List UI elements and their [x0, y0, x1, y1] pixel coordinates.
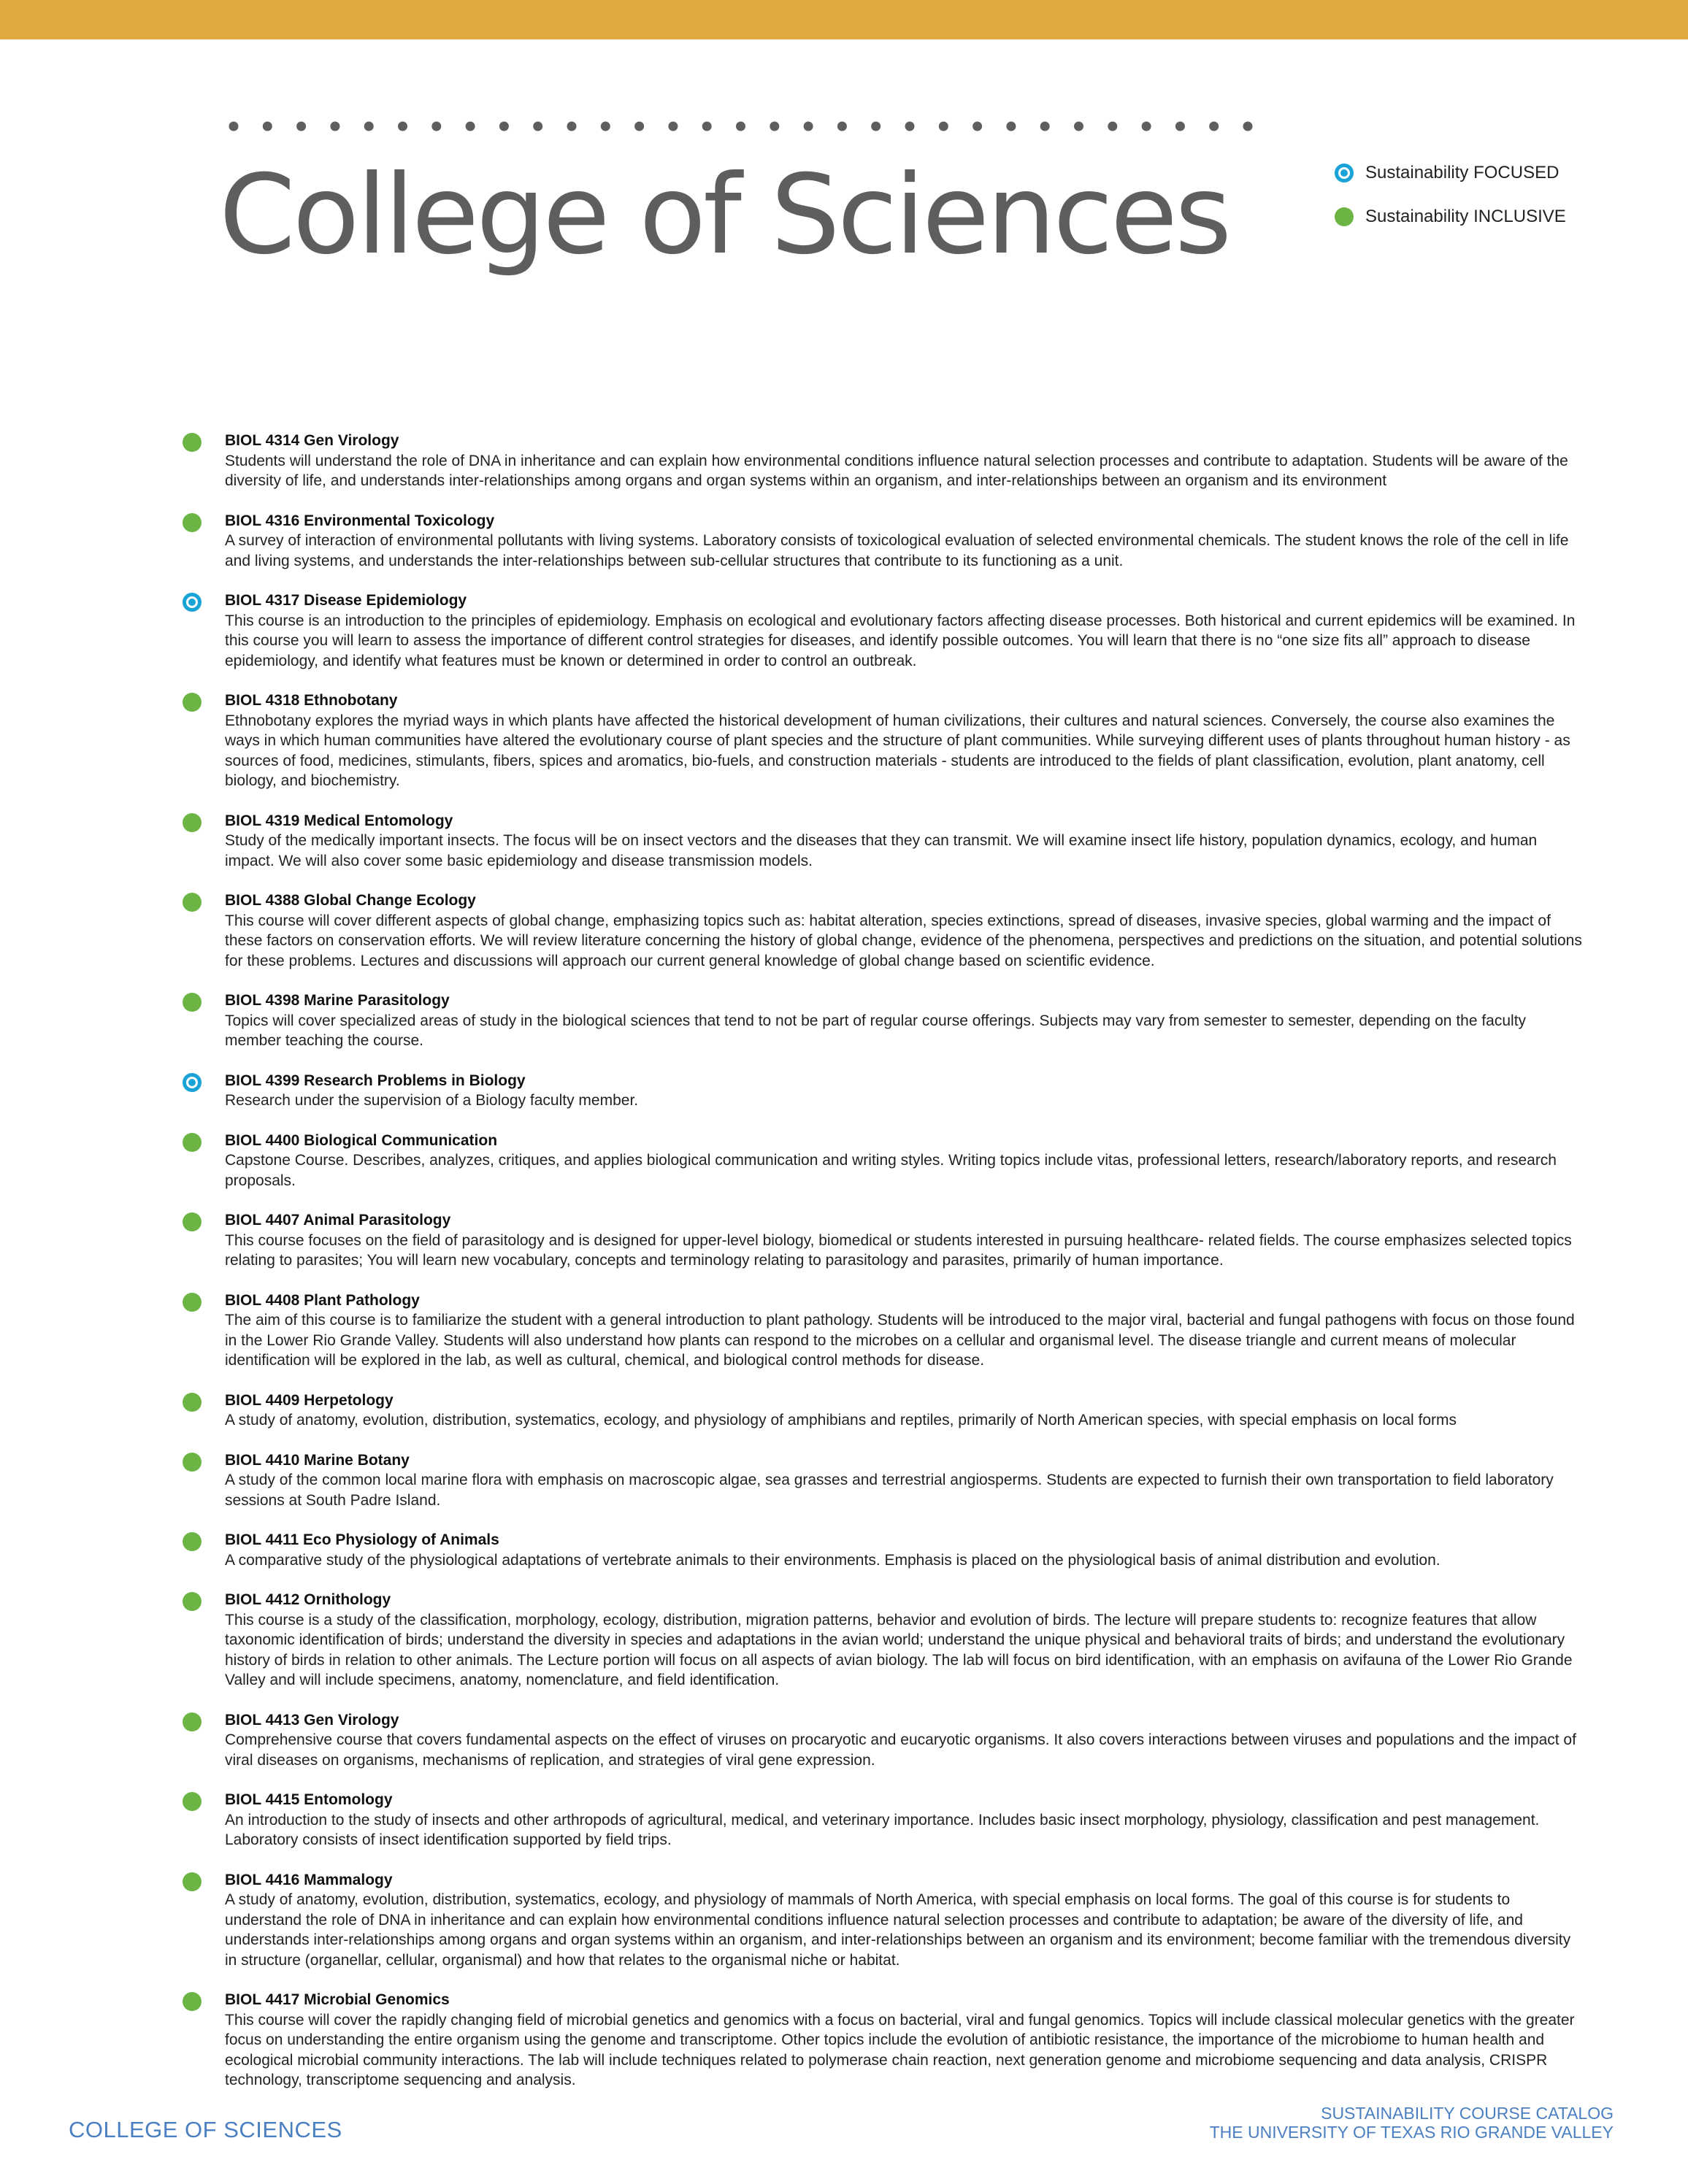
decorative-dot: [364, 122, 374, 131]
filled-dot-icon: [183, 1293, 202, 1312]
course-description: This course is a study of the classification, morphology, ecology, distribution, migration patterns, behavior and evolution of birds. The lecture will prepare students to: recognize features that allow taxonomic identification of birds; understand the diversity in species and adaptations in the avian world; understand the unique physical and behavioral traits of birds; and understand the evolutionary history of birds in relation to other animals. The Lecture portion will focus on all aspects of avian biology. The lab will focus on bird identification, with an emphasis on avifauna of the Lower Rio Grande Valley and will include specimens, anatomy, nomenclature, and field identification.: [225, 1611, 1573, 1688]
course-item: [183, 1790, 1584, 1850]
course-item: [183, 1530, 1584, 1570]
course-title: BIOL 4399 Research Problems in Biology: [225, 1072, 526, 1089]
course-item: [183, 1071, 1584, 1111]
decorative-dot: [398, 122, 407, 131]
footer-catalog-info: [1210, 2104, 1614, 2142]
decorative-dot: [296, 122, 306, 131]
course-description: This course is an introduction to the principles of epidemiology. Emphasis on ecological and evolutionary factors affecting disease processes. Both historical and current epidemics will be examined. In this course you will learn to assess the importance of different control strategies for diseases, and identify possible outcomes. You will learn that there is no “one size fits all” approach to disease epidemiology, and identify what features must be known or determined in order to control an outbreak.: [225, 612, 1576, 669]
course-item: [183, 1710, 1584, 1771]
course-description: A comparative study of the physiological adaptations of vertebrate animals to their environments. Emphasis is placed on the physiological basis of animal distribution and evolution.: [225, 1551, 1440, 1569]
course-title: BIOL 4415 Entomology: [225, 1791, 393, 1808]
filled-dot-icon: [1335, 207, 1354, 226]
course-description: Students will understand the role of DNA in inheritance and can explain how environmental conditions influence natural selection processes and contribute to adaptation. Students will be aware of the diversity of life, and understands inter-relationships among organs and organ systems within an organism, and inter-relationships between an organism and its environment: [225, 452, 1568, 489]
course-description: A study of the common local marine flora with emphasis on macroscopic algae, sea grasses and terrestrial angiosperms. Students are expected to furnish their own transportation to field laboratory sessions at South Padre Island.: [225, 1472, 1554, 1509]
course-item: [183, 1870, 1584, 1971]
filled-dot-icon: [183, 1133, 202, 1152]
course-description: This course will cover the rapidly changing field of microbial genetics and genomics with a focus on bacterial, viral and fungal genomics. Topics will include classical molecular genetics with the greater focus on understanding the entire organism using the genome and transcriptome. Other topics include the evolution of antibiotic resistance, the importance of the microbiome to human health and ecological microbial community interactions. The lab will include techniques related to polymerase chain reaction, next generation genome and microbiome sequencing and data analysis, CRISPR technology, transcriptome sequencing and analysis.: [225, 2011, 1575, 2088]
decorative-dot: [804, 122, 813, 131]
course-item: [183, 591, 1584, 671]
course-item: [183, 1450, 1584, 1511]
ring-dot-icon: [1335, 164, 1354, 182]
course-title: BIOL 4316 Environmental Toxicology: [225, 512, 495, 529]
legend: [1335, 162, 1566, 250]
course-item: [183, 1210, 1584, 1271]
course-title: BIOL 4408 Plant Pathology: [225, 1291, 420, 1309]
course-description: Study of the medically important insects. The focus will be on insect vectors and the diseases that they can transmit. We will examine insect life history, population dynamics, ecology, and human impact. We will also cover some basic epidemiology and disease transmission models.: [225, 832, 1538, 869]
decorative-dot: [702, 122, 712, 131]
course-item: [183, 891, 1584, 971]
decorative-dot: [499, 122, 509, 131]
course-title: BIOL 4407 Animal Parasitology: [225, 1212, 451, 1228]
footer-college-name: COLLEGE OF SCIENCES: [69, 2117, 342, 2142]
decorative-dot: [1074, 122, 1083, 131]
decorative-dot: [634, 122, 644, 131]
course-item: [183, 1391, 1584, 1431]
course-title: BIOL 4319 Medical Entomology: [225, 812, 453, 829]
course-title: BIOL 4413 Gen Virology: [225, 1711, 399, 1729]
course-title: BIOL 4412 Ornithology: [225, 1591, 391, 1608]
course-description: A study of anatomy, evolution, distribution, systematics, ecology, and physiology of mammals of North America, with special emphasis on local forms. The goal of this course is for students to understand the role of DNA in inheritance and can explain how environmental conditions influence natural selection processes and contribute to adaptation; be aware of the diversity of life, and understands inter-relationships among organs and organ systems within an organism, and inter-relationships between an organism and its environment; become familiar with the tremendous diversity in structure (organellar, cellular, organismal) and how that relates to the organismal niche or habitat.: [225, 1891, 1571, 1969]
legend-inclusive: [1335, 206, 1566, 228]
decorative-dot: [871, 122, 881, 131]
filled-dot-icon: [183, 693, 202, 712]
filled-dot-icon: [183, 1453, 202, 1472]
decorative-dot: [668, 122, 678, 131]
ring-dot-icon: [183, 593, 202, 612]
course-item: [183, 991, 1584, 1051]
filled-dot-icon: [183, 1212, 202, 1231]
course-title: BIOL 4317 Disease Epidemiology: [225, 592, 467, 609]
filled-dot-icon: [183, 993, 202, 1012]
filled-dot-icon: [183, 513, 202, 532]
decorative-dot: [533, 122, 542, 131]
course-description: A study of anatomy, evolution, distribution, systematics, ecology, and physiology of amphibians and reptiles, primarily of North American species, with special emphasis on local forms: [225, 1412, 1457, 1429]
decorative-dot: [939, 122, 948, 131]
course-description: This course will cover different aspects of global change, emphasizing topics such as: habitat alteration, species extinctions, spread of diseases, invasive species, global warming and the impact of these factors on conservation efforts. We will review literature concerning the history of global change, evidence of the phenomena, perspectives and predictions on the situation, and potential solutions for these problems. Lectures and discussions will approach our current general knowledge of global change based on scientific evidence.: [225, 912, 1582, 969]
course-description: An introduction to the study of insects and other arthropods of agricultural, medical, and veterinary importance. Includes basic insect morphology, physiology, classification and pest management. Laboratory consists of insect identification supported by field trips.: [225, 1811, 1540, 1848]
course-item: [183, 811, 1584, 872]
course-item: [183, 1990, 1584, 2091]
course-title: BIOL 4318 Ethnobotany: [225, 692, 398, 709]
course-item: [183, 431, 1584, 491]
filled-dot-icon: [183, 1792, 202, 1811]
decorative-dot-row: [226, 118, 1255, 134]
course-item: [183, 1131, 1584, 1191]
decorative-dot: [567, 122, 577, 131]
decorative-dot: [1108, 122, 1117, 131]
course-description: Comprehensive course that covers fundamental aspects on the effect of viruses on procaryotic and eucaryotic organisms. It also covers interactions between viruses and populations and the impact of viral diseases on organisms, mechanisms of replication, and strategies of viral gene expression.: [225, 1731, 1576, 1769]
course-list: [183, 431, 1584, 2110]
filled-dot-icon: [183, 813, 202, 832]
decorative-dot: [229, 122, 239, 131]
course-title: BIOL 4388 Global Change Ecology: [225, 892, 476, 909]
decorative-dot: [770, 122, 779, 131]
filled-dot-icon: [183, 1592, 202, 1611]
filled-dot-icon: [183, 433, 202, 452]
decorative-dot: [1142, 122, 1151, 131]
legend-inclusive-label: Sustainability INCLUSIVE: [1365, 207, 1566, 226]
top-accent-bar: [0, 0, 1688, 39]
course-item: [183, 1590, 1584, 1691]
course-item: [183, 1291, 1584, 1371]
filled-dot-icon: [183, 893, 202, 912]
decorative-dot: [1040, 122, 1050, 131]
decorative-dot: [1243, 122, 1253, 131]
course-title: BIOL 4411 Eco Physiology of Animals: [225, 1531, 499, 1548]
decorative-dot: [1209, 122, 1219, 131]
footer-university-name: THE UNIVERSITY OF TEXAS RIO GRANDE VALLEY: [1209, 2123, 1614, 2142]
filled-dot-icon: [183, 1532, 202, 1551]
course-description: This course focuses on the field of parasitology and is designed for upper-level biology, biomedical or students interested in pursuing healthcare- related fields. The course emphasizes selected topics relating to parasites; You will learn new vocabulary, concepts and terminology relating to parasitology and parasites, primarily of human importance.: [225, 1231, 1572, 1269]
course-title: BIOL 4409 Herpetology: [225, 1391, 394, 1409]
course-title: BIOL 4314 Gen Virology: [225, 432, 399, 449]
decorative-dot: [431, 122, 441, 131]
course-title: BIOL 4417 Microbial Genomics: [225, 1991, 450, 2008]
legend-focused-label: Sustainability FOCUSED: [1365, 163, 1560, 182]
course-title: BIOL 4410 Marine Botany: [225, 1451, 410, 1469]
legend-focused: [1335, 162, 1566, 184]
course-item: [183, 511, 1584, 572]
page-title: College of Sciences: [219, 152, 1229, 279]
course-description: Research under the supervision of a Biology faculty member.: [225, 1092, 639, 1109]
filled-dot-icon: [183, 1992, 202, 2011]
ring-dot-icon: [183, 1073, 202, 1092]
decorative-dot: [1006, 122, 1016, 131]
course-title: BIOL 4400 Biological Communication: [225, 1131, 498, 1149]
decorative-dot: [736, 122, 745, 131]
decorative-dot: [601, 122, 610, 131]
decorative-dot: [837, 122, 847, 131]
course-title: BIOL 4398 Marine Parasitology: [225, 992, 450, 1009]
decorative-dot: [330, 122, 339, 131]
footer-catalog-title: SUSTAINABILITY COURSE CATALOG: [1321, 2104, 1614, 2123]
course-description: A survey of interaction of environmental pollutants with living systems. Laboratory consists of toxicological evaluation of selected environmental chemicals. The student knows the role of the cell in life and living systems, and understands the inter-relationships between sub-cellular structures that contribute to its functioning as a unit.: [225, 532, 1569, 569]
decorative-dot: [263, 122, 272, 131]
course-description: The aim of this course is to familiarize the student with a general introduction to plant pathology. Students will be introduced to the major viral, bacterial and fungal pathogens with focus on those found in the Lower Rio Grande Valley. Students will also understand how plants can respond to the microbes on a cellular and organismal level. The disease triangle and current means of molecular identification will be explored in the lab, as well as cultural, chemical, and biological control methods for disease.: [225, 1312, 1575, 1369]
course-description: Topics will cover specialized areas of study in the biological sciences that tend to not be part of regular course offerings. Subjects may vary from semester to semester, depending on the faculty member teaching the course.: [225, 1012, 1527, 1049]
course-description: Capstone Course. Describes, analyzes, critiques, and applies biological communication and writing styles. Writing topics include vitas, professional letters, research/laboratory reports, and research proposals.: [225, 1152, 1557, 1189]
course-title: BIOL 4416 Mammalogy: [225, 1871, 393, 1888]
filled-dot-icon: [183, 1872, 202, 1891]
filled-dot-icon: [183, 1712, 202, 1731]
decorative-dot: [972, 122, 982, 131]
decorative-dot: [1175, 122, 1185, 131]
decorative-dot: [905, 122, 915, 131]
decorative-dot: [466, 122, 475, 131]
course-item: [183, 691, 1584, 791]
filled-dot-icon: [183, 1393, 202, 1412]
course-description: Ethnobotany explores the myriad ways in which plants have affected the historical development of human civilizations, their cultures and natural sciences. Conversely, the course also examines the ways in which human communities have altered the evolutionary course of plant species and the structure of plant communities. While surveying different uses of plants throughout human history - as sources of food, medicines, stimulants, fibers, spices and aromatics, bio-fuels, and construction materials - students are introduced to the fields of plant classification, evolution, plant anatomy, cell biology, and biochemistry.: [225, 712, 1570, 789]
